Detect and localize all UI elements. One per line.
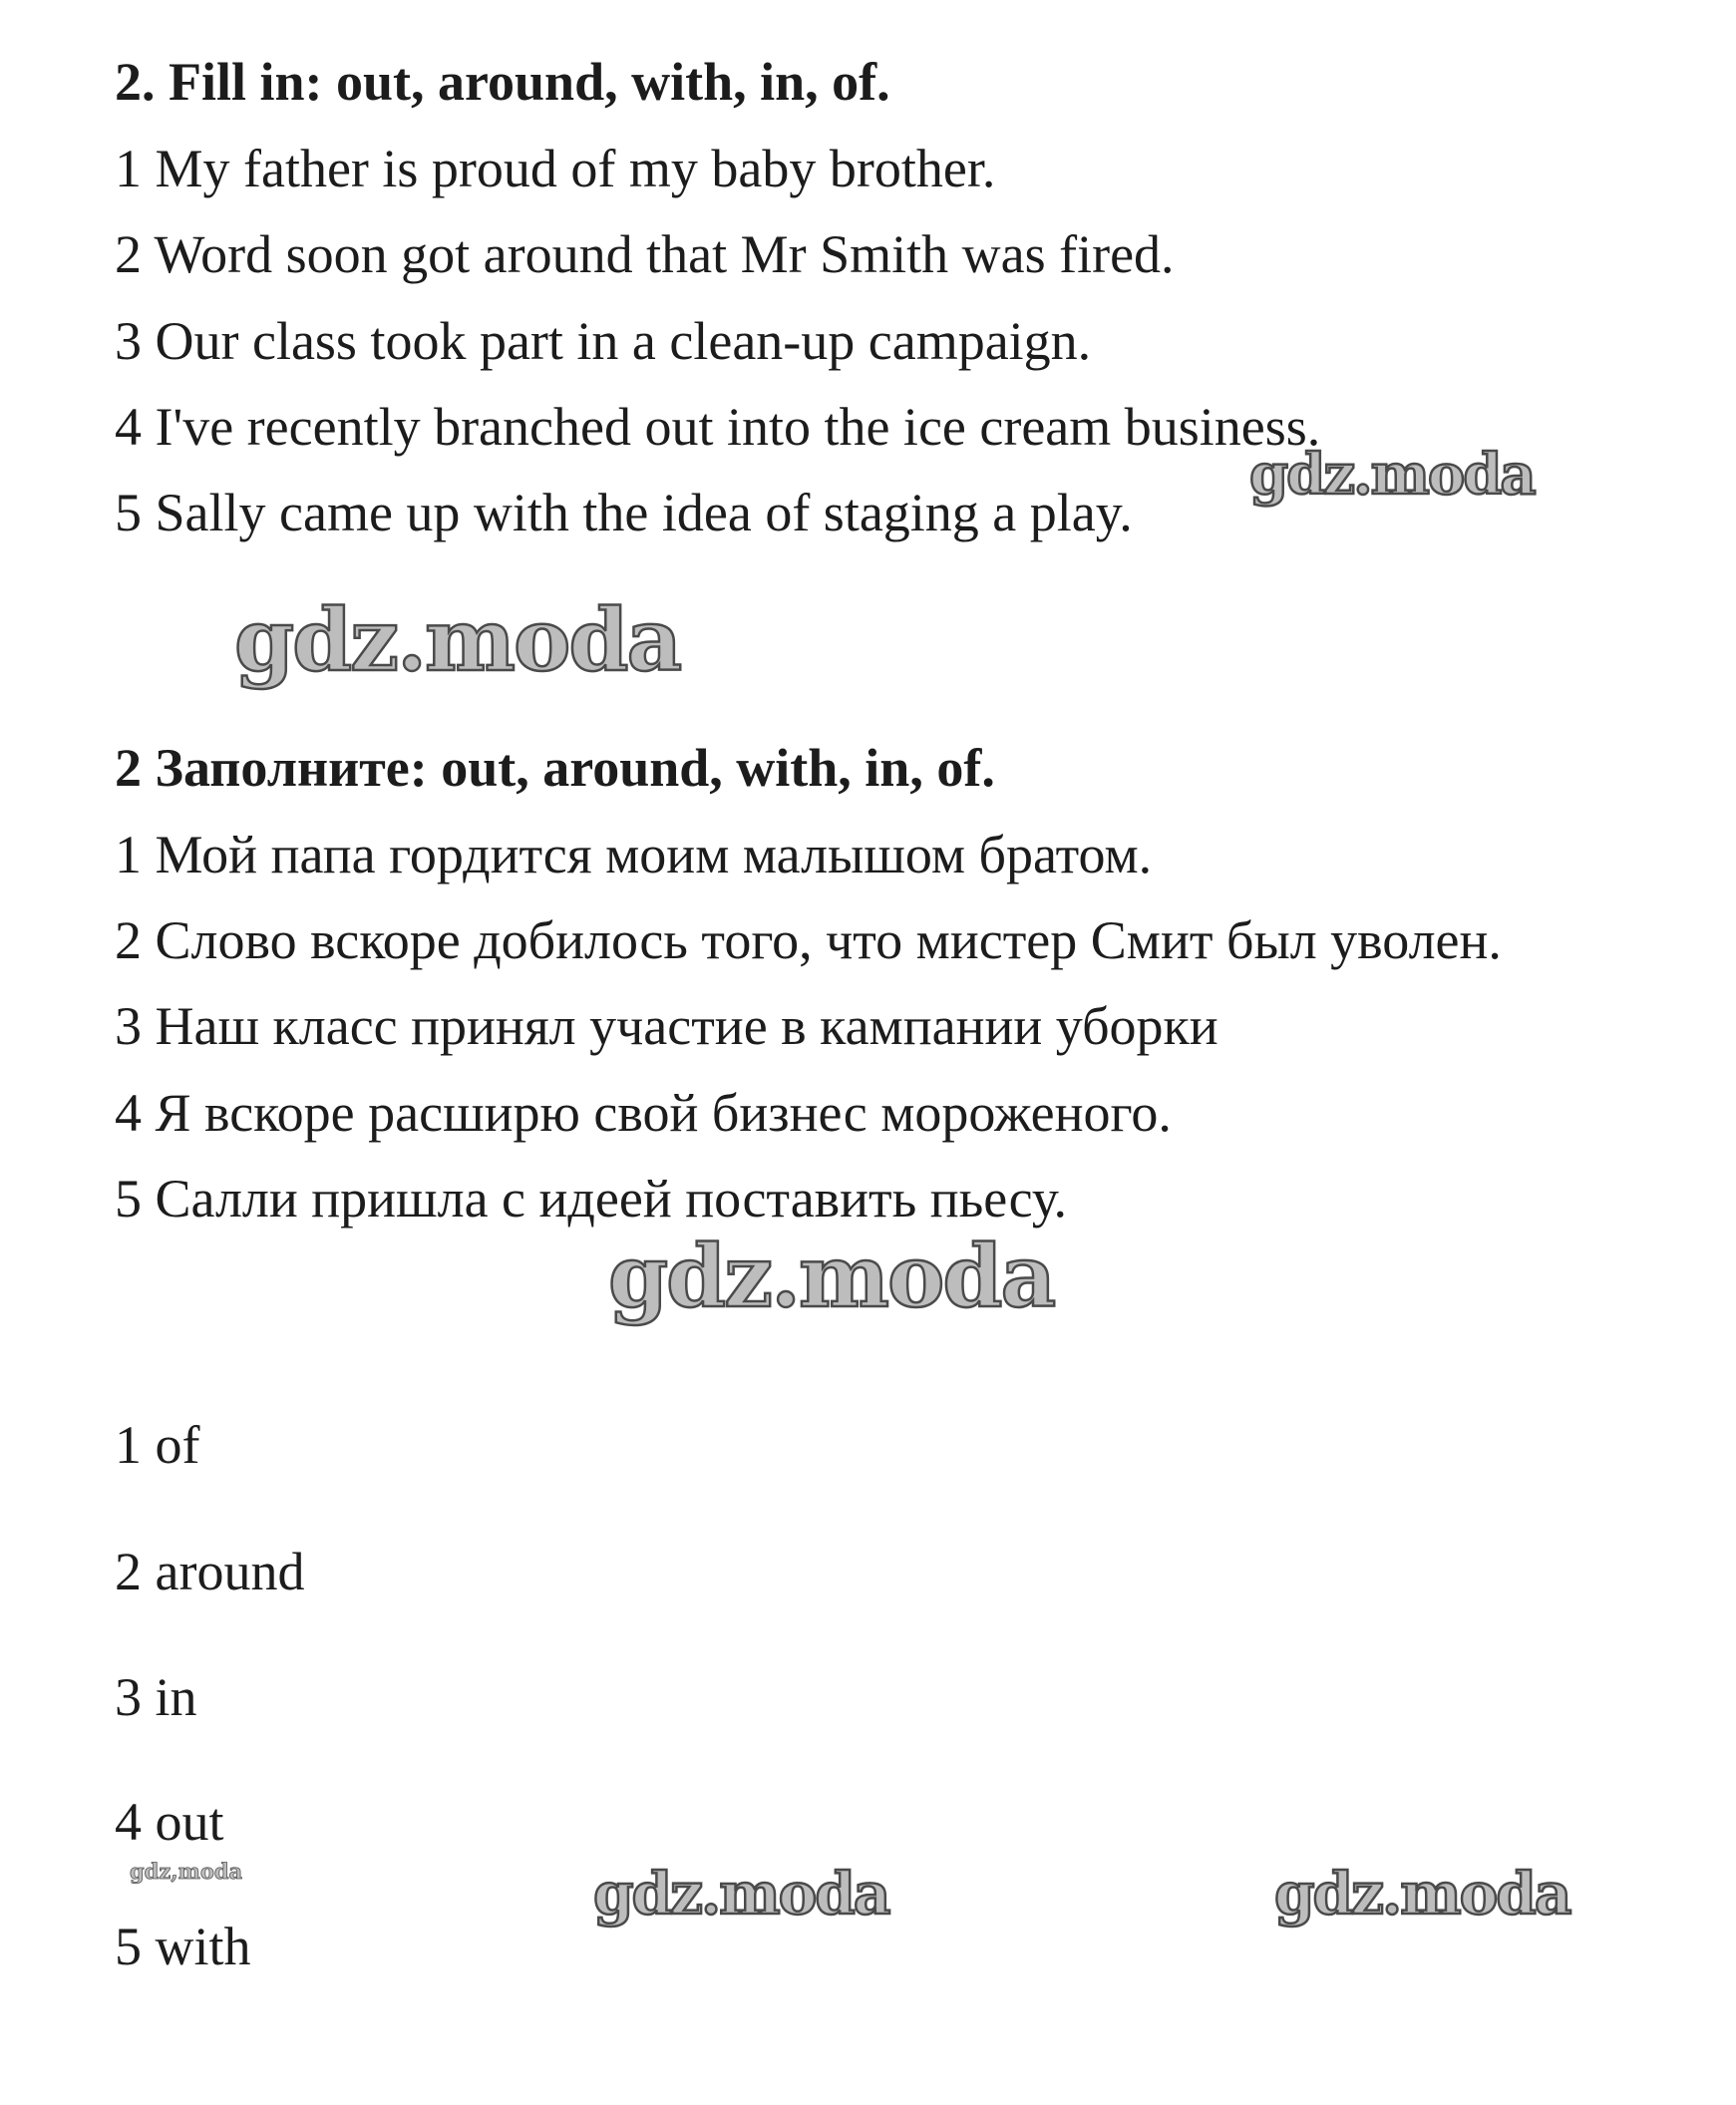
russian-sentence-3: 3 Наш класс принял участие в кампании уборки bbox=[115, 996, 1218, 1056]
english-sentence-4: 4 I've recently branched out into the ice cream business. bbox=[115, 397, 1321, 457]
english-sentence-2: 2 Word soon got around that Mr Smith was fired. bbox=[115, 224, 1175, 284]
english-heading: 2. Fill in: out, around, with, in, of. bbox=[115, 52, 890, 112]
answer-1: 1 of bbox=[115, 1415, 200, 1475]
russian-sentence-2: 2 Слово вскоре добилось того, что мистер Смит был уволен. bbox=[115, 910, 1502, 970]
answer-4: 4 out bbox=[115, 1792, 224, 1852]
watermark: gdz.moda bbox=[608, 1227, 1055, 1327]
russian-sentence-1: 1 Мой папа гордится моим малышом братом. bbox=[115, 825, 1153, 884]
watermark: gdz.moda bbox=[1274, 1860, 1570, 1928]
answer-5: 5 with bbox=[115, 1917, 251, 1976]
english-sentence-5: 5 Sally came up with the idea of staging a play. bbox=[115, 483, 1133, 542]
russian-sentence-4: 4 Я вскоре расширю свой бизнес мороженого. bbox=[115, 1083, 1172, 1143]
watermark: gdz.moda bbox=[234, 590, 681, 691]
russian-heading: 2 Заполните: out, around, with, in, of. bbox=[115, 738, 995, 798]
english-sentence-3: 3 Our class took part in a clean-up campaign. bbox=[115, 311, 1092, 371]
answer-3: 3 in bbox=[115, 1667, 197, 1727]
russian-sentence-5: 5 Салли пришла с идеей поставить пьесу. bbox=[115, 1169, 1067, 1228]
watermark: gdz.moda bbox=[1249, 442, 1535, 508]
watermark-small: gdz,moda bbox=[130, 1859, 243, 1884]
watermark: gdz.moda bbox=[593, 1860, 889, 1928]
english-sentence-1: 1 My father is proud of my baby brother. bbox=[115, 139, 996, 198]
answer-2: 2 around bbox=[115, 1542, 305, 1601]
